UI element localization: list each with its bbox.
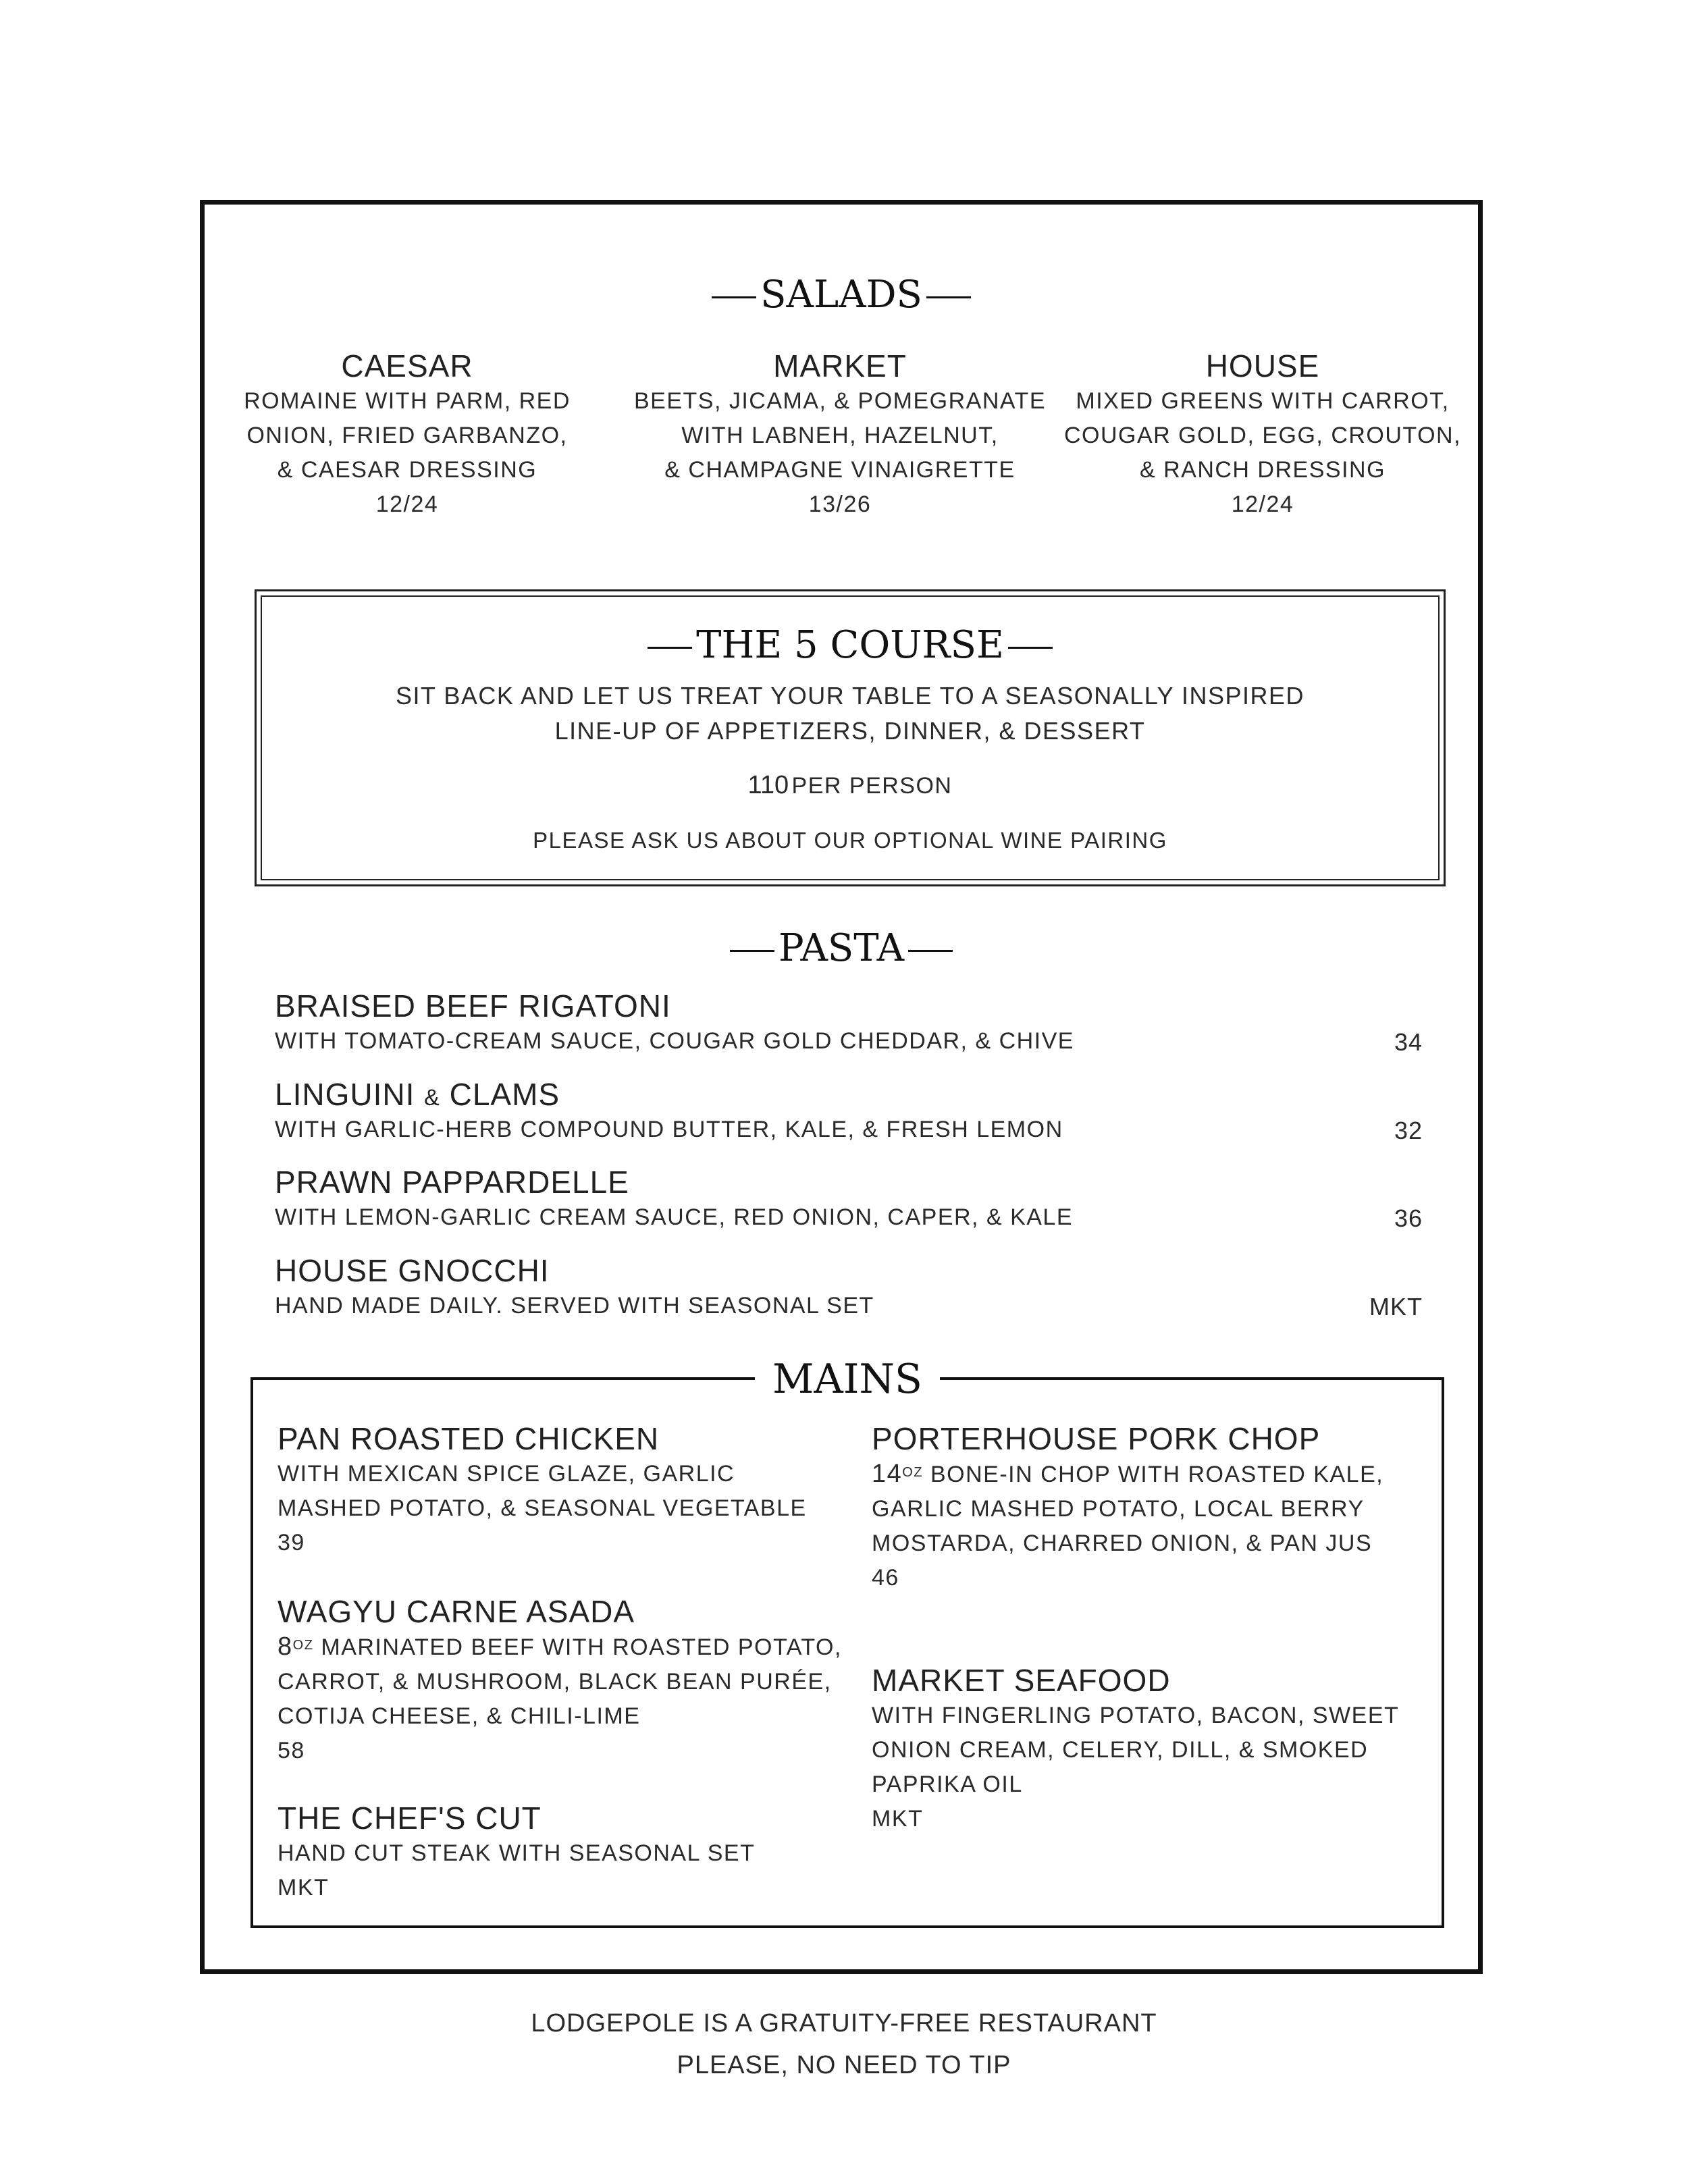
pasta-name: HOUSE GNOCCHI <box>275 1253 550 1288</box>
five-course-note: PLEASE ASK US ABOUT OUR OPTIONAL WINE PAIRING <box>533 828 1167 853</box>
five-course-price-value: 110 <box>747 771 789 799</box>
title-rule-right <box>1008 647 1053 649</box>
salad-desc-line: & RANCH DRESSING <box>1139 457 1386 483</box>
main-portion-unit: OZ <box>292 1638 314 1653</box>
main-desc-line <box>278 1630 858 1665</box>
pasta-price: 34 <box>1394 1028 1423 1056</box>
salad-desc-line: & CHAMPAGNE VINAIGRETTE <box>664 457 1016 483</box>
pasta-name: PRAWN PAPPARDELLE <box>275 1165 629 1200</box>
footer-line: PLEASE, NO NEED TO TIP <box>677 2051 1011 2079</box>
main-name: PORTERHOUSE PORK CHOP <box>872 1421 1321 1456</box>
pasta-name: BRAISED BEEF RIGATONI <box>275 988 671 1023</box>
salad-desc-line: BEETS, JICAMA, & POMEGRANATE <box>633 388 1047 414</box>
salad-price: 12/24 <box>375 491 439 517</box>
mains-heading <box>253 1356 1442 1403</box>
salad-name: CAESAR <box>341 348 473 383</box>
pasta-desc: HAND MADE DAILY. SERVED WITH SEASONAL SET <box>275 1293 874 1319</box>
pasta-desc: WITH LEMON-GARLIC CREAM SAUCE, RED ONION, CAPER, & KALE <box>275 1204 1074 1230</box>
five-course-box <box>255 589 1446 886</box>
main-desc-line: MOSTARDA, CHARRED ONION, & PAN JUS <box>872 1530 1373 1556</box>
main-price: MKT <box>872 1806 924 1832</box>
pasta-name-part: LINGUINI <box>275 1077 415 1112</box>
main-desc-line: CARROT, & MUSHROOM, BLACK BEAN PURÉE, <box>278 1669 832 1695</box>
pasta-name-ampersand: & <box>424 1085 440 1111</box>
pasta-price: 32 <box>1394 1117 1423 1144</box>
title-rule-right <box>908 950 953 952</box>
pasta-price: 36 <box>1394 1204 1423 1232</box>
salad-desc-line: WITH LABNEH, HAZELNUT, <box>681 423 999 448</box>
salad-desc-line: ROMAINE WITH PARM, RED <box>244 388 571 414</box>
main-price: MKT <box>278 1875 329 1900</box>
title-rule-left <box>648 647 692 649</box>
main-desc-text: MARINATED BEEF WITH ROASTED POTATO, <box>313 1634 842 1660</box>
pasta-heading <box>205 926 1478 970</box>
pasta-price: MKT <box>1369 1293 1423 1321</box>
main-desc-line: MASHED POTATO, & SEASONAL VEGETABLE <box>278 1495 807 1521</box>
five-course-desc-line: LINE-UP OF APPETIZERS, DINNER, & DESSERT <box>554 717 1146 745</box>
pasta-item <box>275 1252 1423 1333</box>
salad-price: 13/26 <box>808 491 872 517</box>
main-portion-size: 8 <box>278 1632 293 1661</box>
main-item <box>872 1420 1452 1595</box>
five-course-price-suffix: PER PERSON <box>791 773 953 799</box>
main-price: 39 <box>278 1530 305 1555</box>
salad-desc-line: & CAESAR DRESSING <box>277 457 537 483</box>
main-price: 46 <box>872 1565 899 1591</box>
salad-desc-line: COUGAR GOLD, EGG, CROUTON, <box>1063 423 1462 448</box>
main-name: WAGYU CARNE ASADA <box>278 1594 635 1629</box>
pasta-desc: WITH TOMATO-CREAM SAUCE, COUGAR GOLD CHEDDAR, & CHIVE <box>275 1028 1074 1054</box>
main-desc-line: PAPRIKA OIL <box>872 1772 1023 1797</box>
main-name: THE CHEF'S CUT <box>278 1801 542 1836</box>
salads-heading <box>205 273 1478 317</box>
salad-caesar <box>191 348 623 522</box>
salad-house <box>1047 348 1479 522</box>
salad-name: HOUSE <box>1205 348 1320 383</box>
pasta-item <box>275 988 1423 1069</box>
salad-desc-line: ONION, FRIED GARBANZO, <box>246 423 568 448</box>
five-course-desc-line: SIT BACK AND LET US TREAT YOUR TABLE TO A SEASONALLY INSPIRED <box>396 682 1304 710</box>
main-desc-text: BONE-IN CHOP WITH ROASTED KALE, <box>923 1462 1384 1487</box>
footer-line: LODGEPOLE IS A GRATUITY-FREE RESTAURANT <box>531 2009 1157 2037</box>
five-course-price <box>257 771 1444 800</box>
five-course-title: THE 5 COURSE <box>696 623 1004 667</box>
pasta-item <box>275 1076 1423 1157</box>
main-item <box>278 1800 858 1905</box>
main-name: MARKET SEAFOOD <box>872 1663 1171 1698</box>
main-desc-line: WITH MEXICAN SPICE GLAZE, GARLIC <box>278 1461 735 1487</box>
salads-title: SALADS <box>760 273 922 317</box>
main-item <box>278 1593 858 1768</box>
salad-market <box>624 348 1056 522</box>
main-desc-line: ONION CREAM, CELERY, DILL, & SMOKED <box>872 1737 1369 1763</box>
salad-desc-line: MIXED GREENS WITH CARROT, <box>1076 388 1450 414</box>
menu-frame <box>200 200 1483 1974</box>
title-rule-right <box>926 296 971 298</box>
pasta-name-part: CLAMS <box>449 1077 560 1112</box>
pasta-desc: WITH GARLIC-HERB COMPOUND BUTTER, KALE, & FRESH LEMON <box>275 1117 1063 1142</box>
pasta-name <box>275 1076 560 1113</box>
main-portion-unit: OZ <box>902 1465 924 1480</box>
title-rule-left <box>730 950 774 952</box>
main-desc-line <box>872 1457 1452 1492</box>
main-desc-line: HAND CUT STEAK WITH SEASONAL SET <box>278 1840 756 1866</box>
main-desc-line: GARLIC MASHED POTATO, LOCAL BERRY <box>872 1496 1365 1522</box>
mains-title: MAINS <box>755 1356 940 1403</box>
five-course-heading <box>257 623 1444 667</box>
main-name: PAN ROASTED CHICKEN <box>278 1421 660 1456</box>
pasta-item <box>275 1164 1423 1245</box>
main-desc-line: WITH FINGERLING POTATO, BACON, SWEET <box>872 1703 1400 1728</box>
salad-name: MARKET <box>773 348 907 383</box>
main-portion-size: 14 <box>872 1460 903 1488</box>
main-desc-line: COTIJA CHEESE, & CHILI-LIME <box>278 1703 641 1729</box>
main-price: 58 <box>278 1738 305 1763</box>
main-item <box>872 1662 1452 1836</box>
title-rule-left <box>712 296 756 298</box>
mains-box <box>250 1356 1444 1928</box>
main-item <box>278 1420 858 1560</box>
salad-price: 12/24 <box>1231 491 1294 517</box>
pasta-title: PASTA <box>778 926 905 970</box>
